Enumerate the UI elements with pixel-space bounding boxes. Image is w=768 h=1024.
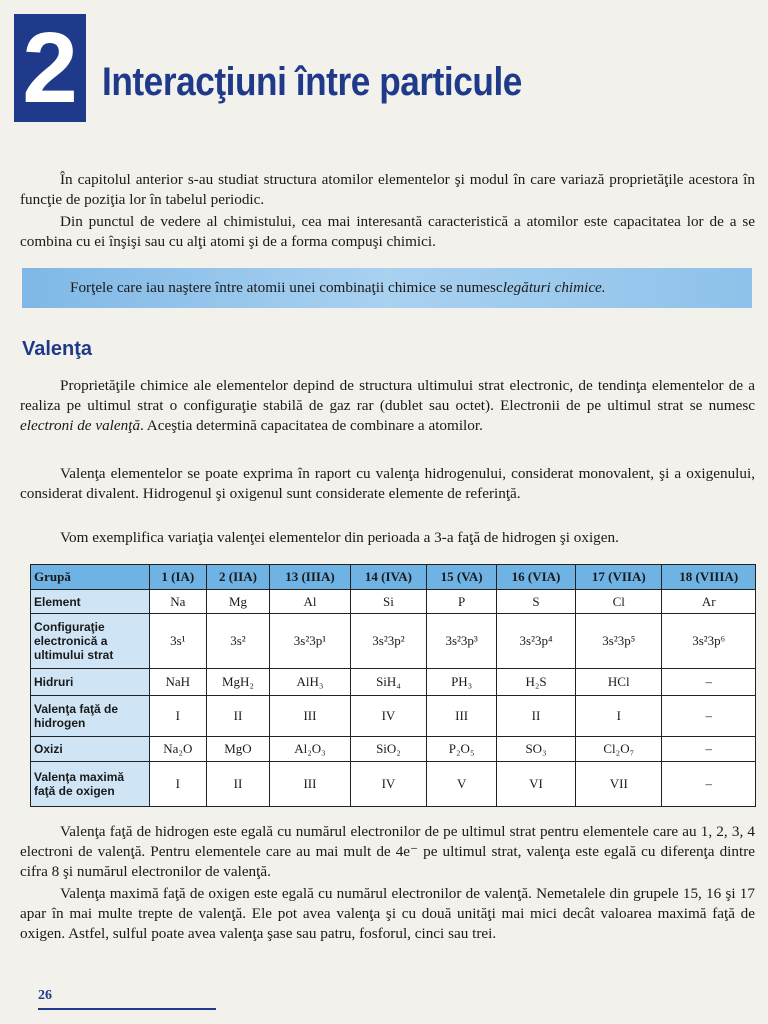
- table-row-valence-o: [31, 762, 756, 807]
- table-cell: Na: [150, 590, 207, 614]
- table-cell: –: [662, 737, 756, 762]
- row-label: Valenţa faţă de hidrogen: [31, 696, 150, 737]
- table-cell: S: [496, 590, 575, 614]
- valence-paragraph-1: Proprietăţile chimice ale elementelor depind de structura ultimului strat electronic, de tendinţa elementelor de a realiza pe ultimul strat o configuraţie stabilă de gaz rar (dublet sau octet). Electronii de pe ultimul strat se numesc electroni de valenţă. Aceştia determină capacitatea de combinare a atomilor.: [20, 377, 755, 434]
- valence-paragraph-3: Vom exemplifica variaţia valenţei elementelor din perioada a 3-a faţă de hidrogen şi oxigen.: [60, 529, 619, 546]
- table-cell: Cl: [576, 590, 662, 614]
- page-number: 26: [38, 988, 52, 1003]
- table-cell: PH₃: [427, 669, 497, 696]
- chapter-number: 2: [22, 12, 78, 124]
- table-cell: Si: [350, 590, 427, 614]
- table-row-hydrides: [31, 669, 756, 696]
- table-row-oxides: [31, 737, 756, 762]
- table-cell: II: [206, 762, 270, 807]
- table-cell: H₂S: [496, 669, 575, 696]
- table-cell: 3s¹: [150, 614, 207, 669]
- table-cell: Al₂O₃: [270, 737, 350, 762]
- table-cell: 3s²3p⁵: [576, 614, 662, 669]
- table-cell: Na₂O: [150, 737, 207, 762]
- footer-divider: [38, 1008, 216, 1010]
- table-cell: III: [270, 696, 350, 737]
- table-header-cell: 18 (VIIIA): [662, 565, 756, 590]
- table-cell: SiH₄: [350, 669, 427, 696]
- table-cell: 3s²3p¹: [270, 614, 350, 669]
- section-title: Valenţa: [22, 338, 93, 360]
- table-cell: I: [150, 762, 207, 807]
- table-cell: 3s²3p²: [350, 614, 427, 669]
- chapter-number-box: [14, 14, 86, 122]
- chapter-title: Interacţiuni între particule: [102, 60, 522, 104]
- row-label: Element: [31, 590, 150, 614]
- intro-paragraph-2: Din punctul de vedere al chimistului, cea mai interesantă caracteristică a atomilor este capacitatea lor de a se combina cu ei înşişi sau cu alţi atomi şi de a forma compuşi chimici.: [20, 213, 755, 250]
- table-row-valence-h: [31, 696, 756, 737]
- table-cell: 3s²: [206, 614, 270, 669]
- table-cell: –: [662, 669, 756, 696]
- table-cell: II: [496, 696, 575, 737]
- table-cell: VI: [496, 762, 575, 807]
- table-cell: –: [662, 696, 756, 737]
- table-cell: NaH: [150, 669, 207, 696]
- valence-table: [30, 564, 756, 807]
- table-header-cell: Grupă: [31, 565, 150, 590]
- table-cell: III: [270, 762, 350, 807]
- row-label: Configuraţie electronică a ultimului strat: [31, 614, 150, 669]
- table-cell: Ar: [662, 590, 756, 614]
- table-header-cell: 15 (VA): [427, 565, 497, 590]
- table-header-cell: 16 (VIA): [496, 565, 575, 590]
- table-cell: –: [662, 762, 756, 807]
- table-cell: Al: [270, 590, 350, 614]
- table-cell: SiO₂: [350, 737, 427, 762]
- table-header-cell: 13 (IIIA): [270, 565, 350, 590]
- table-header-cell: 2 (IIA): [206, 565, 270, 590]
- table-row-element: [31, 590, 756, 614]
- table-cell: Cl₂O₇: [576, 737, 662, 762]
- table-cell: 3s²3p⁴: [496, 614, 575, 669]
- table-cell: MgO: [206, 737, 270, 762]
- table-header-cell: 14 (IVA): [350, 565, 427, 590]
- row-label: Hidruri: [31, 669, 150, 696]
- definition-term: legături chimice.: [502, 279, 606, 296]
- table-cell: HCl: [576, 669, 662, 696]
- table-header-cell: 1 (IA): [150, 565, 207, 590]
- after-table-paragraph-1: Valenţa faţă de hidrogen este egală cu numărul electronilor de pe ultimul strat pentru elementele care au 1, 2, 3, 4 electroni de valenţă. Pentru elementele care au mai mult de 4e⁻ pe ultimul strat, valenţa este egală cu diferenţa dintre cifra 8 şi numărul electronilor de valenţă.: [20, 823, 755, 880]
- table-cell: VII: [576, 762, 662, 807]
- table-row-config: [31, 614, 756, 669]
- table-cell: I: [150, 696, 207, 737]
- table-cell: 3s²3p⁶: [662, 614, 756, 669]
- table-cell: 3s²3p³: [427, 614, 497, 669]
- table-cell: AlH₃: [270, 669, 350, 696]
- table-cell: III: [427, 696, 497, 737]
- table-cell: IV: [350, 762, 427, 807]
- table-header-cell: 17 (VIIA): [576, 565, 662, 590]
- row-label: Oxizi: [31, 737, 150, 762]
- table-cell: P₂O₅: [427, 737, 497, 762]
- table-cell: IV: [350, 696, 427, 737]
- table-cell: MgH₂: [206, 669, 270, 696]
- after-table-paragraph-2: Valenţa maximă faţă de oxigen este egală cu numărul electronilor de valenţă. Nemetalele din grupele 15, 16 şi 17 apar în mai multe trepte de valenţă. Ele pot avea valenţa şi cu două unităţi mai mici decât valoarea maximă faţă de oxigen. Astfel, sulful poate avea valenţa şase sau patru, fosforul, cinci sau trei.: [20, 885, 755, 942]
- table-cell: II: [206, 696, 270, 737]
- table-cell: Mg: [206, 590, 270, 614]
- definition-highlight: [22, 268, 752, 308]
- intro-paragraph-1: În capitolul anterior s-au studiat structura atomilor elementelor şi modul în care variază proprietăţile acestora în funcţie de poziţia lor în tabelul periodic.: [20, 171, 755, 208]
- valence-electrons-term: electroni de valenţă: [20, 417, 141, 434]
- table-cell: SO₃: [496, 737, 575, 762]
- row-label: Valenţa maximă faţă de oxigen: [31, 762, 150, 807]
- table-header-row: [31, 565, 756, 590]
- table-cell: P: [427, 590, 497, 614]
- table-cell: I: [576, 696, 662, 737]
- table-cell: V: [427, 762, 497, 807]
- definition-text: Forţele care iau naştere între atomii unei combinaţii chimice se numesc: [70, 279, 503, 296]
- valence-paragraph-2: Valenţa elementelor se poate exprima în raport cu valenţa hidrogenului, considerat monovalent, şi a oxigenului, considerat divalent. Hidrogenul şi oxigenul sunt considerate elemente de referinţă.: [20, 465, 755, 502]
